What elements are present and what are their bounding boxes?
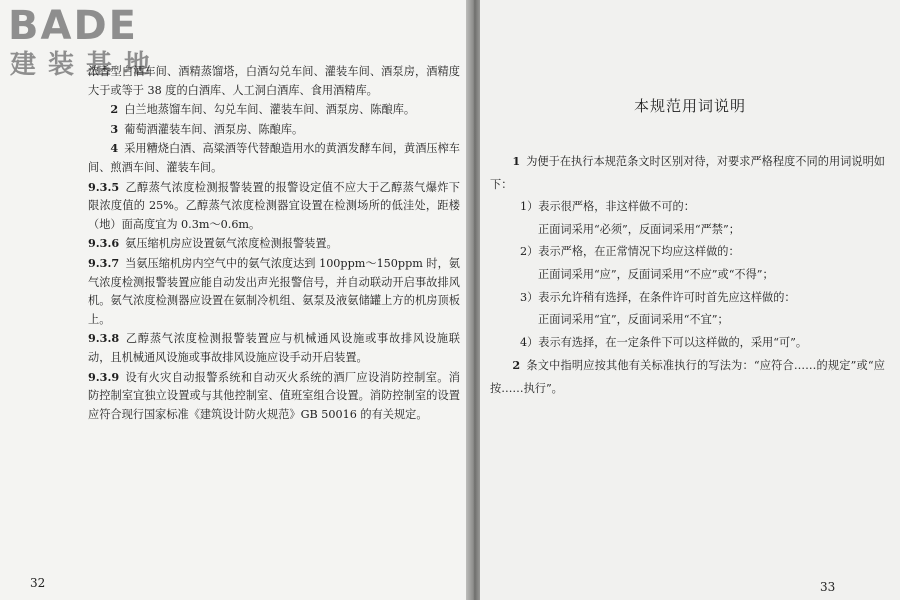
list-item-number: 3 (110, 121, 119, 136)
sub-item-label: 2）表示严格，在正常情况下均应这样做的： (520, 245, 740, 259)
list-item-number: 4 (110, 141, 119, 156)
list-item-text: 白兰地蒸馏车间、勾兑车间、灌装车间、酒泵房、陈酿库。 (124, 103, 416, 117)
list-item-number: 2 (512, 358, 521, 373)
page-number: 33 (820, 580, 836, 594)
list-item-number: 2 (110, 102, 119, 117)
logo-subtitle: 建装基地 (10, 50, 163, 80)
page-number: 32 (30, 576, 46, 590)
clause-9-3-5 (88, 178, 460, 235)
list-item (88, 63, 460, 100)
sub-item-detail: 正面词采用“必须”，反面词采用“严禁”； (538, 222, 740, 236)
sub-item-label: 4）表示有选择，在一定条件下可以这样做的，采用“可”。 (520, 335, 808, 349)
list-item (88, 120, 460, 140)
clause-number: 9.3.5 (88, 179, 120, 194)
clause-text: 设有火灾自动报警系统和自动灭火系统的酒厂应设消防控制室。消防控制室宜独立设置或与其他控制室、值班室组合设置。消防控制室的设置应符合现行国家标准《建筑设计防火规范》GB 50016 的有关规定。 (88, 370, 460, 421)
clause-text: 乙醇蒸气浓度检测报警装置应与机械通风设施或事故排风设施联动，且机械通风设施或事故排风设施应设手动开启装置。 (88, 332, 460, 364)
clause-text: 当氨压缩机房内空气中的氨气浓度达到 100ppm～150ppm 时，氨气浓度检测报警装置应能自动发出声光报警信号，并自动联动开启事故排风机。氨气浓度检测器应设置在氨制冷机组、氨泵及液氨储罐上方的机房顶板上。 (88, 256, 460, 326)
list-item-text: 葡萄酒灌装车间、酒泵房、陈酿库。 (124, 122, 304, 136)
page-title: 本规范用词说明 (633, 97, 746, 115)
clause-9-3-6 (88, 234, 460, 254)
clause-9-3-7 (88, 254, 460, 329)
clause-text: 氨压缩机房应设置氨气浓度检测报警装置。 (125, 237, 338, 251)
sub-item-detail: 正面词采用“宜”，反面词采用“不宜”； (538, 313, 729, 327)
list-item (88, 139, 460, 177)
sub-item-label: 3）表示允许稍有选择，在条件许可时首先应这样做的： (520, 290, 796, 304)
right-page (480, 0, 900, 600)
clause-9-3-9 (88, 368, 460, 425)
list-item (490, 354, 885, 400)
sub-item-label: 1）表示很严格，非这样做不可的： (520, 200, 695, 214)
clause-number: 9.3.9 (88, 369, 120, 384)
clause-number: 9.3.7 (88, 255, 120, 270)
clause-9-3-8 (88, 329, 460, 367)
left-page-body (88, 63, 460, 424)
list-item (88, 100, 460, 120)
list-item-text: 浓香型白酒车间、酒精蒸馏塔，白酒勾兑车间、灌装车间、酒泵房，酒精度大于或等于 38 度的白酒库、人工洞白酒库、食用酒精库。 (88, 65, 460, 97)
list-item-text: 条文中指明应按其他有关标准执行的写法为：“应符合……的规定”或“应按……执行”。 (490, 359, 885, 395)
list-item-number: 1 (512, 154, 521, 168)
sub-item-detail: 正面词采用“应”，反面词采用“不应”或“不得”； (538, 267, 774, 281)
right-page-body (490, 150, 885, 401)
list-item-text: 为便于在执行本规范条文时区别对待，对要求严格程度不同的用词说明如下： (490, 155, 885, 191)
list-item-text: 采用糟烧白酒、高粱酒等代替酿造用水的黄酒发酵车间，黄酒压榨车间、煎酒车间、灌装车间。 (88, 142, 460, 174)
clause-text: 乙醇蒸气浓度检测报警装置的报警设定值不应大于乙醇蒸气爆炸下限浓度值的 25%。乙醇蒸气浓度检测器宜设置在检测场所的低洼处，距楼（地）面高度宜为 0.3m～0.6m。 (88, 180, 460, 231)
clause-number: 9.3.8 (88, 331, 120, 346)
list-item (490, 150, 885, 196)
logo-brand: BADE (8, 3, 138, 49)
clause-number: 9.3.6 (88, 236, 120, 251)
